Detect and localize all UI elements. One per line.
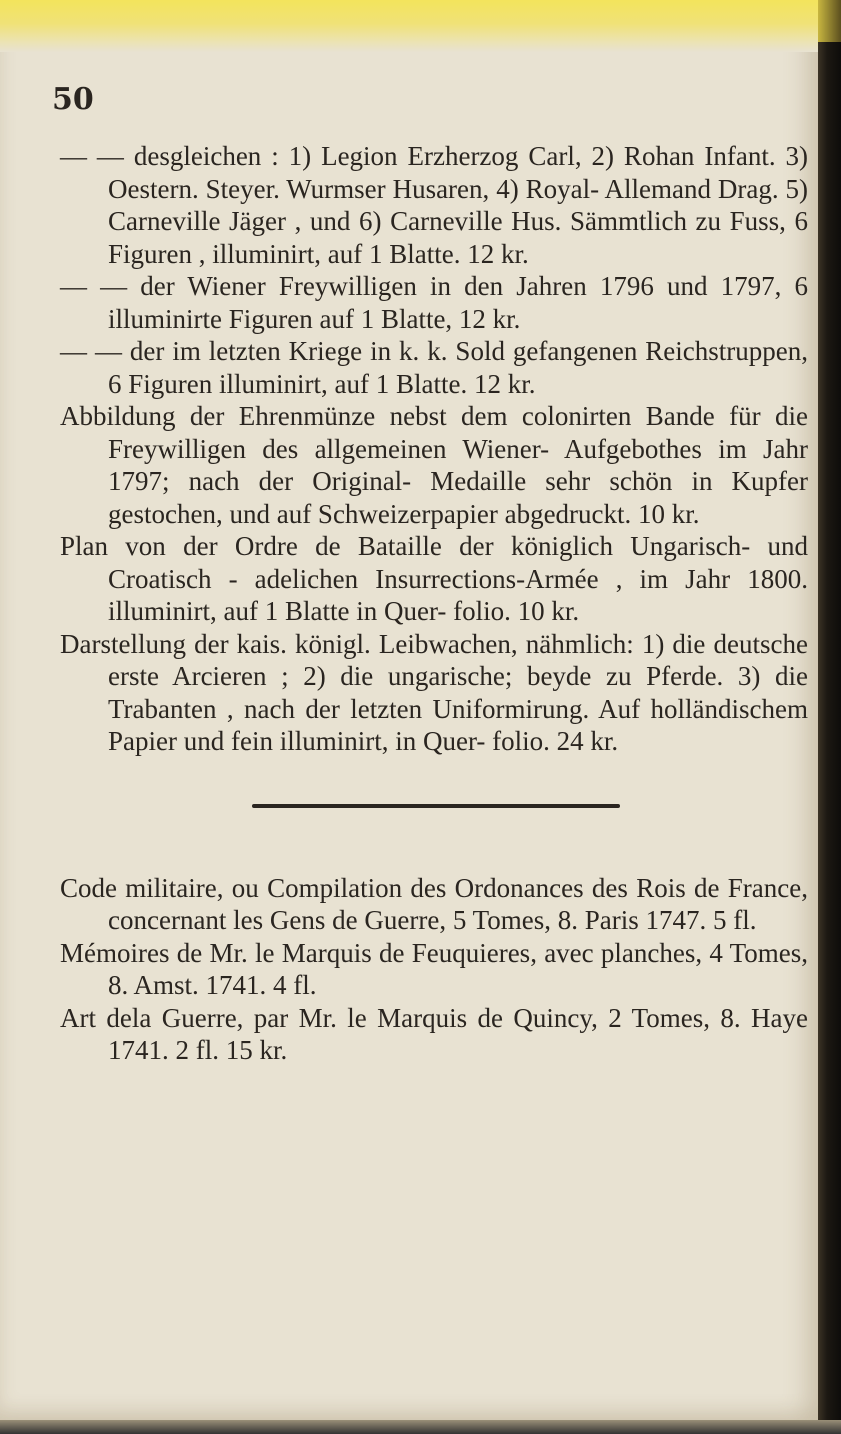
entry-abbildung-ehrenmuenze: Abbildung der Ehrenmünze nebst dem colonirten Bande für die Freywilligen des allgemeinen Wiener- Aufgebothes im Jahr 1797; nach der Original- Medaille sehr schön in Kupfer gestochen, und auf Schweizerpapier abgedruckt. 10 kr.	[60, 401, 808, 529]
entry-darstellung-leibwachen: Darstellung der kais. königl. Leibwachen, nähmlich: 1) die deutsche erste Arcieren ; 2) die ungarische; beyde zu Pferde. 3) die Trabanten , nach der letzten Uniformirung. Auf holländischem Papier und fein illuminirt, in Quer- folio. 24 kr.	[60, 628, 808, 756]
yellow-top-band	[0, 0, 818, 52]
page-edge-yellow	[818, 0, 841, 42]
entry-art-de-la-guerre: Art dela Guerre, par Mr. le Marquis de Quincy, 2 Tomes, 8. Haye 1741. 2 fl. 15 kr.	[60, 1002, 808, 1065]
page-number: 50	[52, 82, 94, 117]
entry-memoires-feuquieres: Mémoires de Mr. le Marquis de Feuquieres, avec planches, 4 Tomes, 8. Amst. 1741. 4 fl.	[60, 937, 808, 1000]
page-edge-right	[818, 0, 841, 1434]
entry-plan-ordre-de-bataille: Plan von der Ordre de Bataille der königlich Ungarisch- und Croatisch - adelichen Insurrections-Armée , im Jahr 1800. illuminirt, auf 1 Blatte in Quer- folio. 10 kr.	[60, 531, 808, 626]
entry-code-militaire: Code militaire, ou Compilation des Ordonances des Rois de France, concernant les Gens de Guerre, 5 Tomes, 8. Paris 1747. 5 fl.	[60, 872, 808, 935]
entry-reichstruppen: — — der im letzten Kriege in k. k. Sold gefangenen Reichstruppen, 6 Figuren illuminirt, auf 1 Blatte. 12 kr.	[60, 336, 808, 399]
entry-desgleichen: — — desgleichen : 1) Legion Erzherzog Carl, 2) Rohan Infant. 3) Oestern. Steyer. Wurmser Husaren, 4) Royal- Allemand Drag. 5) Carneville Jäger , und 6) Carneville Hus. Sämmtlich zu Fuss, 6 Figuren , illuminirt, auf 1 Blatte. 12 kr.	[60, 141, 808, 269]
page-content	[60, 140, 808, 1067]
page-edge-bottom	[0, 1420, 841, 1434]
entry-wiener-freywilligen: — — der Wiener Freywilligen in den Jahren 1796 und 1797, 6 illuminirte Figuren auf 1 Blatte, 12 kr.	[60, 271, 808, 334]
section-divider	[252, 804, 620, 808]
